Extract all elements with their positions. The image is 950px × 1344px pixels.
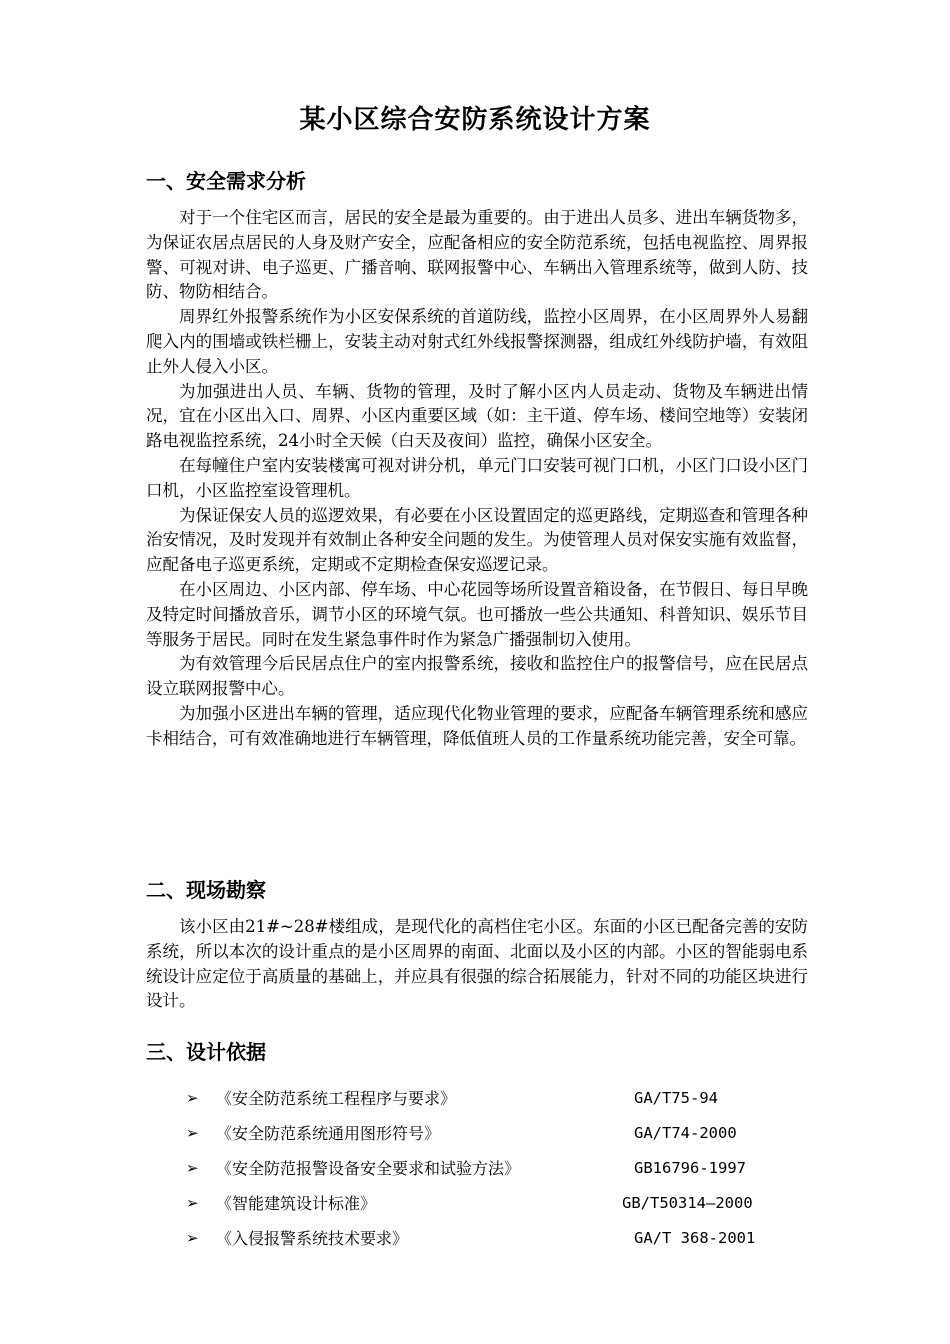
paragraph: 为加强进出人员、车辆、货物的管理，及时了解小区内人员走动、货物及车辆进出情况，宜在小区出入口、周界、小区内重要区域（如：主干道、停车场、楼间空地等）安装闭路电视监控系统，24小时全天候（白天及夜间）监控，确保小区安全。 — [146, 381, 808, 451]
paragraph: 为有效管理今后民居点住户的室内报警系统，接收和监控住户的报警信号，应在民居点设立联网报警中心。 — [146, 654, 808, 699]
paragraph: 在每幢住户室内安装楼寓可视对讲分机，单元门口安装可视门口机，小区门口设小区门口机，小区监控室设管理机。 — [146, 455, 808, 500]
paragraph: 该小区由21#~28#楼组成，是现代化的高档住宅小区。东面的小区已配备完善的安防系统，所以本次的设计重点的是小区周界的南面、北面以及小区的内部。小区的智能弱电系统设计应定位于高质量的基础上，并应具有很强的综合拓展能力，针对不同的功能区块进行设计。 — [146, 917, 808, 1011]
reference-item — [186, 1115, 826, 1150]
arrow-bullet-icon: ➢ — [186, 1228, 199, 1247]
arrow-bullet-icon: ➢ — [186, 1123, 199, 1142]
section-heading-security-needs: 一、安全需求分析 — [146, 169, 306, 193]
section-body-site-survey — [146, 915, 808, 1014]
reference-list — [186, 1080, 826, 1255]
reference-code: GA/T74-2000 — [634, 1123, 737, 1142]
section-heading-design-basis: 三、设计依据 — [146, 1040, 266, 1064]
reference-title: 《安全防范系统工程程序与要求》 — [216, 1089, 457, 1108]
reference-code: GB16796-1997 — [634, 1158, 746, 1177]
reference-title: 《安全防范报警设备安全要求和试验方法》 — [216, 1159, 521, 1178]
paragraph: 对于一个住宅区而言，居民的安全是最为重要的。由于进出人员多、进出车辆货物多，为保证农居点居民的人身及财产安全，应配备相应的安全防范系统，包括电视监控、周界报警、可视对讲、电子巡更、广播音响、联网报警中心、车辆出入管理系统等，做到人防、技防、物防相结合。 — [146, 208, 808, 302]
document-title: 某小区综合安防系统设计方案 — [299, 105, 651, 135]
reference-title: 《智能建筑设计标准》 — [216, 1194, 377, 1213]
reference-code: GB/T50314—2000 — [622, 1193, 753, 1212]
reference-title: 《安全防范系统通用图形符号》 — [216, 1124, 441, 1143]
paragraph: 周界红外报警系统作为小区安保系统的首道防线，监控小区周界，在小区周界外人易翻爬入内的围墙或铁栏栅上，安装主动对射式红外线报警探测器，组成红外线防护墙，有效阻止外人侵入小区。 — [146, 307, 808, 376]
reference-item — [186, 1080, 826, 1115]
section-heading-site-survey: 二、现场勘察 — [146, 878, 266, 902]
reference-item — [186, 1185, 826, 1220]
paragraph: 在小区周边、小区内部、停车场、中心花园等场所设置音箱设备，在节假日、每日早晚及特定时间播放音乐，调节小区的环境气氛。也可播放一些公共通知、科普知识、娱乐节目等服务于居民。同时在发生紧急事件时作为紧急广播强制切入使用。 — [146, 579, 808, 649]
paragraph: 为加强小区进出车辆的管理，适应现代化物业管理的要求，应配备车辆管理系统和感应卡相结合，可有效准确地进行车辆管理，降低值班人员的工作量系统功能完善，安全可靠。 — [146, 703, 808, 748]
reference-code: GA/T 368-2001 — [634, 1228, 756, 1247]
reference-item — [186, 1220, 826, 1255]
arrow-bullet-icon: ➢ — [186, 1158, 199, 1177]
reference-title: 《入侵报警系统技术要求》 — [216, 1229, 409, 1248]
reference-item — [186, 1150, 826, 1185]
reference-code: GA/T75-94 — [634, 1088, 718, 1107]
section-body-security-needs — [146, 206, 808, 752]
arrow-bullet-icon: ➢ — [186, 1193, 199, 1212]
paragraph: 为保证保安人员的巡逻效果，有必要在小区设置固定的巡更路线，定期巡查和管理各种治安情况，及时发现并有效制止各种安全问题的发生。为使管理人员对保安实施有效监督，应配备电子巡更系统，定期或不定期检查保安巡逻记录。 — [146, 505, 808, 575]
arrow-bullet-icon: ➢ — [186, 1088, 199, 1107]
